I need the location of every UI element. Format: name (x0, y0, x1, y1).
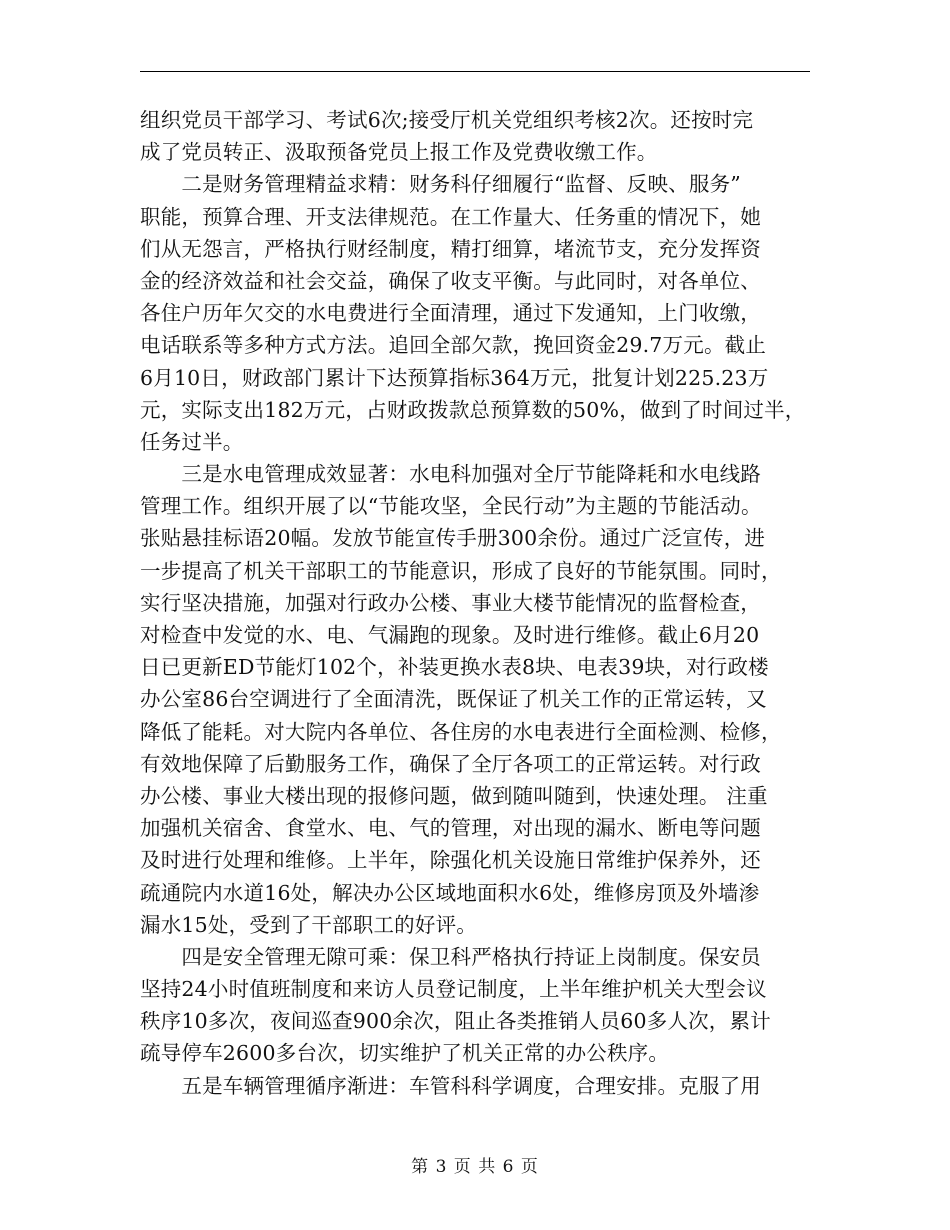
text-line: 疏通院内水道16处，解决办公区域地面积水6处，维修房顶及外墙渗 (140, 880, 760, 905)
text-line: 6月10日，财政部门累计下达预算指标364万元，批复计划225.23万 (140, 365, 769, 390)
text-line: 四是安全管理无隙可乘：保卫科严格执行持证上岗制度。保安员 (140, 944, 761, 969)
text-line: 办公楼、事业大楼出现的报修问题，做到随叫随到，快速处理。 注重 (140, 783, 768, 808)
text-line: 疏导停车2600多台次，切实维护了机关正常的办公秩序。 (140, 1041, 670, 1066)
text-line: 电话联系等多种方式方法。追回全部欠款，挽回资金29.7万元。截止 (140, 333, 767, 358)
text-line: 职能，预算合理、开支法律规范。在工作量大、任务重的情况下，她 (140, 204, 761, 229)
text-line: 日已更新ED节能灯102个，补装更换水表8块、电表39块，对行政楼 (140, 655, 769, 680)
text-line: 办公室86台空调进行了全面清洗，既保证了机关工作的正常运转，又 (140, 687, 767, 712)
text-line: 二是财务管理精益求精：财务科仔细履行“监督、反映、服务” (140, 172, 741, 197)
header-rule (140, 71, 810, 72)
text-line: 对检查中发觉的水、电、气漏跑的现象。及时进行维修。截止6月20 (140, 623, 760, 647)
body-text (140, 104, 815, 1102)
text-line: 金的经济效益和社会交益，确保了收支平衡。与此同时，对各单位、 (140, 268, 761, 293)
text-line: 元，实际支出182万元，占财政拨款总预算数的50%，做到了时间过半， (140, 397, 806, 422)
text-line: 实行坚决措施，加强对行政办公楼、事业大楼节能情况的监督检查， (140, 590, 761, 615)
text-line: 五是车辆管理循序渐进：车管科科学调度，合理安排。克服了用 (140, 1073, 761, 1098)
text-line: 成了党员转正、汲取预备党员上报工作及党费收缴工作。 (140, 140, 658, 165)
text-line: 加强机关宿舍、食堂水、电、气的管理，对出现的漏水、断电等问题 (140, 816, 761, 841)
text-line: 坚持24小时值班制度和来访人员登记制度，上半年维护机关大型会议 (140, 977, 767, 1002)
text-line: 有效地保障了后勤服务工作，确保了全厅各项工的正常运转。对行政 (140, 751, 761, 776)
text-line: 及时进行处理和维修。上半年，除强化机关设施日常维护保养外，还 (140, 848, 761, 873)
text-line: 管理工作。组织开展了以“节能攻坚，全民行动”为主题的节能活动。 (140, 494, 762, 519)
text-line: 秩序10多次，夜间巡查900余次，阻止各类推销人员60多人次，累计 (140, 1009, 771, 1034)
text-line: 各住户历年欠交的水电费进行全面清理，通过下发通知，上门收缴， (140, 301, 761, 326)
text-line: 任务过半。 (140, 429, 244, 454)
text-line: 降低了能耗。对大院内各单位、各住房的水电表进行全面检测、检修， (140, 719, 782, 744)
text-line: 漏水15处，受到了干部职工的好评。 (140, 912, 477, 937)
text-line: 们从无怨言，严格执行财经制度，精打细算，堵流节支，充分发挥资 (140, 236, 761, 261)
page-number-footer: 第 3 页 共 6 页 (411, 1157, 539, 1177)
text-line: 组织党员干部学习、考试6次;接受厅机关党组织考核2次。还按时完 (140, 108, 754, 132)
text-line: 张贴悬挂标语20幅。发放节能宣传手册300余份。通过广泛宣传，进 (140, 526, 766, 551)
text-line: 一步提高了机关干部职工的节能意识，形成了良好的节能氛围。同时， (140, 558, 782, 583)
text-line: 三是水电管理成效显著：水电科加强对全厅节能降耗和水电线路 (140, 462, 761, 487)
